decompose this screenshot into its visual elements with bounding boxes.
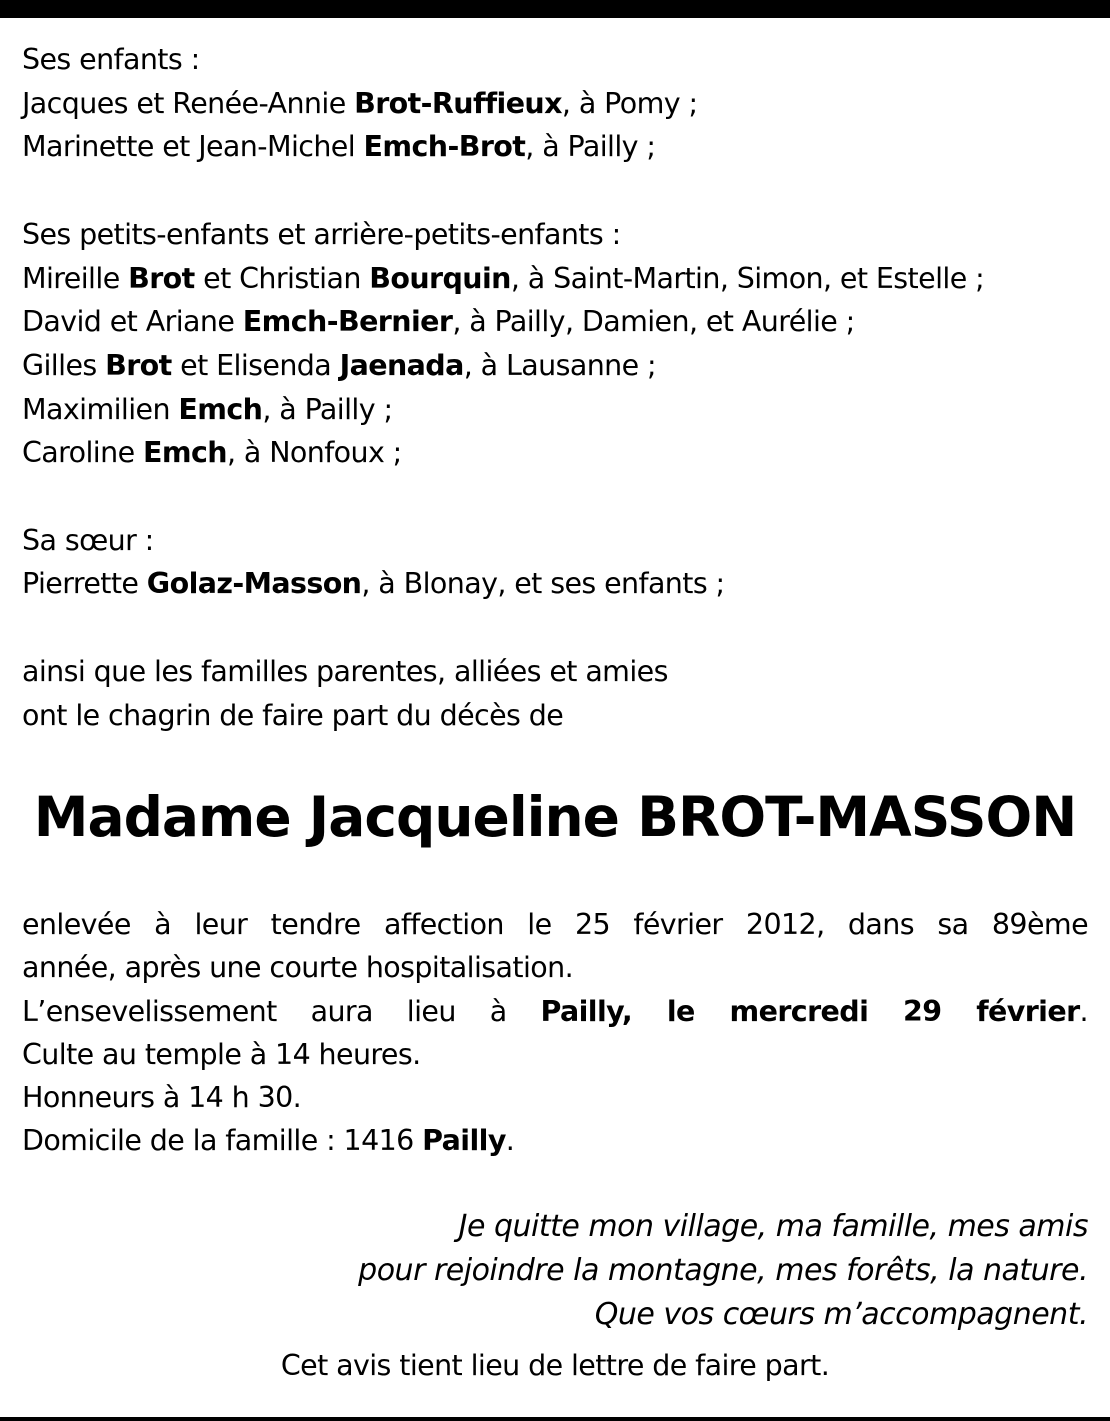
children-heading: Ses enfants : [22,43,200,76]
family-name: Brot [128,261,195,295]
text: . [1079,994,1088,1028]
child-line [22,82,1088,126]
text: et Elisenda [171,348,340,382]
honors-line: Honneurs à 14 h 30. [22,1081,302,1115]
text: David et Ariane [22,305,243,339]
text: Caroline [22,436,143,470]
quote-line: pour rejoindre la montagne, mes forêts, la nature. [358,1253,1088,1289]
text: , à Nonfoux ; [226,436,402,470]
families-line: ainsi que les familles parentes, alliées et amies [22,654,668,688]
family-name: Emch-Bernier [242,305,453,339]
domicile-town: Pailly [422,1124,506,1158]
grandchildren-section [22,213,1088,475]
grandchild-line [22,300,1088,344]
announcement-line: ont le chagrin de faire part du décès de [22,698,564,732]
grandchild-line [22,344,1088,388]
text: Pierrette [22,567,147,601]
text: , à Saint-Martin, Simon, et Estelle ; [510,261,985,295]
family-name: Emch-Brot [363,130,526,164]
grandchildren-heading: Ses petits-enfants et arrière-petits-enfants : [22,217,621,251]
details-line: enlevée à leur tendre affection le 25 février 2012, dans sa 89ème [22,908,1088,942]
quote-line: Je quitte mon village, ma famille, mes amis [458,1209,1088,1245]
child-line [22,125,1088,169]
text: L’ensevelissement aura lieu à [22,994,541,1028]
family-name: Brot [105,348,172,382]
text: Domicile de la famille : 1416 [22,1124,423,1158]
families-section [22,650,1088,737]
text: , à Pailly ; [525,130,656,164]
text: , à Blonay, et ses enfants ; [361,567,725,601]
burial-line [22,990,1088,1033]
text: , à Pailly ; [262,392,393,426]
family-name: Emch [178,392,263,426]
text: Maximilien [22,392,179,426]
burial-place-date: Pailly, le mercredi 29 février [540,994,1080,1028]
text: et Christian [194,261,370,295]
text: Mireille [22,261,129,295]
quote-block [22,1205,1088,1336]
text: , à Lausanne ; [463,348,657,382]
family-name: Golaz-Masson [146,567,362,601]
family-name: Emch [143,436,227,470]
text: . [505,1124,515,1158]
text: Gilles [22,348,106,382]
domicile-line [22,1119,1088,1162]
text: , à Pomy ; [561,86,698,120]
sister-line [22,562,1088,606]
quote-line: Que vos cœurs m’accompagnent. [594,1296,1088,1332]
footer-note: Cet avis tient lieu de lettre de faire part. [280,1348,830,1382]
text: Marinette et Jean-Michel [22,130,364,164]
family-name: Bourquin [369,261,511,295]
grandchild-line [22,388,1088,432]
grandchild-line [22,257,1088,301]
family-name: Brot-Ruffieux [354,86,562,120]
service-line: Culte au temple à 14 heures. [22,1037,421,1071]
sister-heading: Sa sœur : [22,523,154,557]
details-line: année, après une courte hospitalisation. [22,951,574,985]
grandchild-line [22,431,1088,475]
family-name: Jaenada [339,348,464,382]
details-section [22,903,1088,1162]
notice-content [0,18,1110,1387]
deceased-name: Madame Jacqueline BROT-MASSON [33,785,1077,850]
children-section [22,38,1088,169]
text: , à Pailly, Damien, et Aurélie ; [452,305,855,339]
text: Jacques et Renée-Annie [22,86,355,120]
sister-section [22,519,1088,606]
